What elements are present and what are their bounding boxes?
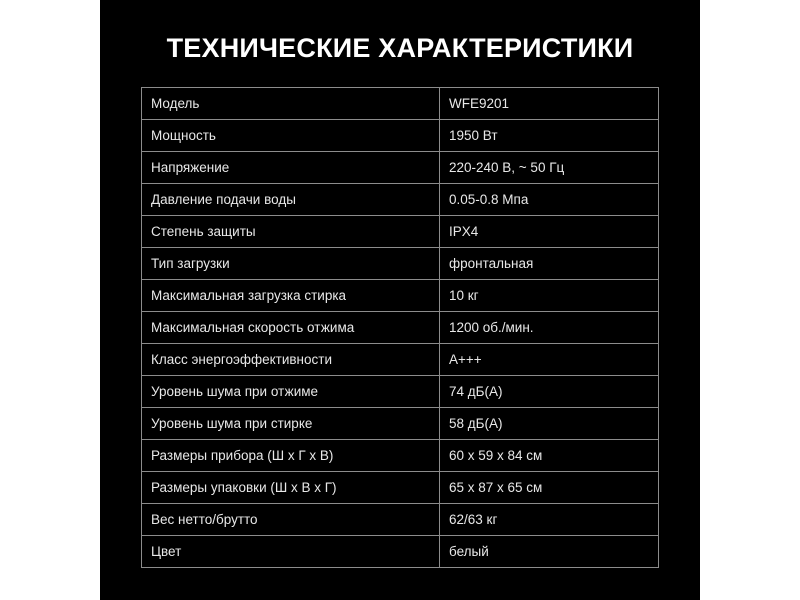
spec-label: Давление подачи воды: [142, 184, 440, 216]
spec-value: 1200 об./мин.: [440, 312, 659, 344]
spec-value: 10 кг: [440, 280, 659, 312]
spec-label: Цвет: [142, 536, 440, 568]
spec-label: Уровень шума при отжиме: [142, 376, 440, 408]
spec-value: 220-240 В, ~ 50 Гц: [440, 152, 659, 184]
spec-label: Уровень шума при стирке: [142, 408, 440, 440]
table-row: [142, 440, 659, 472]
table-row: [142, 88, 659, 120]
spec-sheet: [100, 0, 700, 600]
table-row: [142, 536, 659, 568]
table-row: [142, 312, 659, 344]
spec-label: Максимальная скорость отжима: [142, 312, 440, 344]
spec-value: 0.05-0.8 Мпа: [440, 184, 659, 216]
spec-value: фронтальная: [440, 248, 659, 280]
spec-value: 74 дБ(А): [440, 376, 659, 408]
specs-table: [141, 87, 659, 568]
table-row: [142, 184, 659, 216]
spec-label: Вес нетто/брутто: [142, 504, 440, 536]
spec-label: Модель: [142, 88, 440, 120]
table-row: [142, 408, 659, 440]
spec-label: Размеры упаковки (Ш х В х Г): [142, 472, 440, 504]
spec-value: 58 дБ(А): [440, 408, 659, 440]
spec-value: IPX4: [440, 216, 659, 248]
spec-value: 60 х 59 х 84 см: [440, 440, 659, 472]
spec-label: Класс энергоэффективности: [142, 344, 440, 376]
table-row: [142, 120, 659, 152]
table-row: [142, 376, 659, 408]
table-row: [142, 248, 659, 280]
spec-value: 1950 Вт: [440, 120, 659, 152]
spec-value: WFE9201: [440, 88, 659, 120]
page-title: ТЕХНИЧЕСКИЕ ХАРАКТЕРИСТИКИ: [166, 33, 634, 63]
table-row: [142, 216, 659, 248]
spec-value: белый: [440, 536, 659, 568]
spec-label: Максимальная загрузка стирка: [142, 280, 440, 312]
table-row: [142, 344, 659, 376]
spec-label: Размеры прибора (Ш х Г х В): [142, 440, 440, 472]
table-row: [142, 504, 659, 536]
spec-value: 62/63 кг: [440, 504, 659, 536]
specs-table-body: [142, 88, 659, 568]
spec-label: Мощность: [142, 120, 440, 152]
spec-label: Напряжение: [142, 152, 440, 184]
table-row: [142, 472, 659, 504]
spec-label: Тип загрузки: [142, 248, 440, 280]
spec-label: Степень защиты: [142, 216, 440, 248]
spec-value: A+++: [440, 344, 659, 376]
table-row: [142, 280, 659, 312]
table-row: [142, 152, 659, 184]
spec-value: 65 х 87 х 65 см: [440, 472, 659, 504]
